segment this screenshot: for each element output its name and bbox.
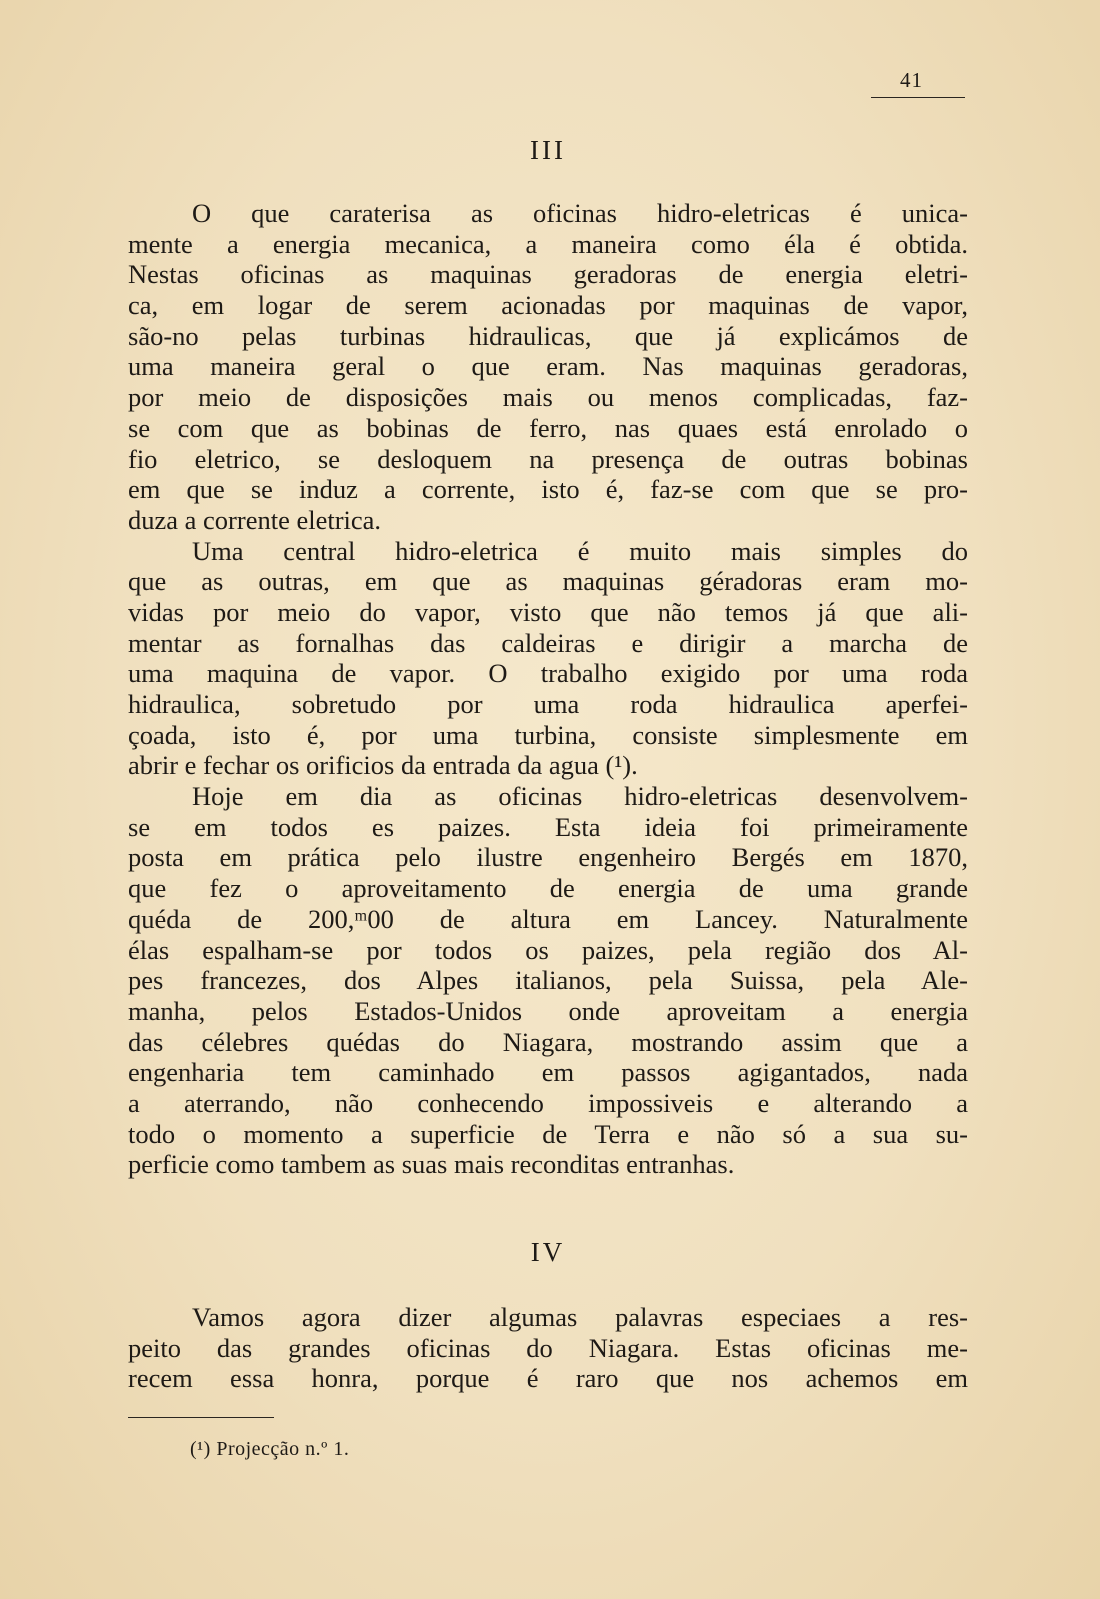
text-line: que as outras, em que as maquinas géradoras eram mo- [128,566,968,597]
text-line: mentar as fornalhas das caldeiras e dirigir a marcha de [128,627,968,658]
text-line: abrir e fechar os orificios da entrada da agua (¹). [128,750,638,781]
text-line: perficie como tambem as suas mais reconditas entranhas. [128,1149,735,1180]
section-iv-body [128,1302,968,1394]
text-line: Hoje em dia as oficinas hidro-eletricas desenvolvem- [192,781,968,812]
section-iii-body [128,198,968,1180]
text-line: ca, em logar de serem acionadas por maquinas de vapor, [128,290,968,321]
text-line: se com que as bobinas de ferro, nas quaes está enrolado o [128,412,968,443]
text-line: hidraulica, sobretudo por uma roda hidraulica aperfei- [128,689,968,719]
text-line: Uma central hidro-eletrica é muito mais simples do [192,535,968,566]
text-line: uma maquina de vapor. O trabalho exigido por uma roda [128,658,968,689]
text-line: élas espalham-se por todos os paizes, pela região dos Al- [128,934,968,965]
text-line: recem essa honra, porque é raro que nos achemos em [128,1363,968,1394]
text-line: a aterrando, não conhecendo impossiveis e alterando a [128,1087,968,1118]
footnote: (¹) Projecção n.º 1. [190,1438,350,1460]
text-line: uma maneira geral o que eram. Nas maquinas geradoras, [128,351,968,382]
section-heading-iv: IV [530,1237,566,1267]
text-line: pes francezes, dos Alpes italianos, pela Suissa, pela Ale- [128,965,968,996]
text-line: em que se induz a corrente, isto é, faz-se com que se pro- [128,474,968,505]
text-line: engenharia tem caminhado em passos agigantados, nada [128,1057,968,1088]
text-line: vidas por meio do vapor, visto que não temos já que ali- [128,596,968,627]
text-line: peito das grandes oficinas do Niagara. Estas oficinas me- [128,1332,968,1363]
section-heading-iii: III [530,135,566,165]
text-line: duza a corrente eletrica. [128,504,382,535]
text-line: O que caraterisa as oficinas hidro-eletricas é unica- [192,198,968,228]
header-rule [871,97,965,98]
text-line: se em todos es paizes. Esta ideia foi primeiramente [128,811,968,842]
text-line: fio eletrico, se desloquem na presença de outras bobinas [128,443,968,474]
text-line: çoada, isto é, por uma turbina, consiste simplesmente em [128,719,968,750]
text-line: todo o momento a superficie de Terra e não só a sua su- [128,1118,968,1149]
text-line: das célebres quédas do Niagara, mostrando assim que a [128,1026,968,1057]
footnote-rule [128,1417,274,1418]
text-line: manha, pelos Estados-Unidos onde aproveitam a energia [128,995,968,1026]
text-line: que fez o aproveitamento de energia de uma grande [128,873,968,904]
text-line: são-no pelas turbinas hidraulicas, que já explicámos de [128,320,968,351]
text-line: mente a energia mecanica, a maneira como éla é obtida. [128,228,968,259]
text-line: posta em prática pelo ilustre engenheiro Bergés em 1870, [128,842,968,873]
text-line: Vamos agora dizer algumas palavras especiaes a res- [192,1302,968,1332]
page-number: 41 [900,68,923,92]
text-line: quéda de 200,ᵐ00 de altura em Lancey. Naturalmente [128,903,968,934]
text-line: Nestas oficinas as maquinas geradoras de energia eletri- [128,259,968,290]
text-line: por meio de disposições mais ou menos complicadas, faz- [128,382,968,413]
